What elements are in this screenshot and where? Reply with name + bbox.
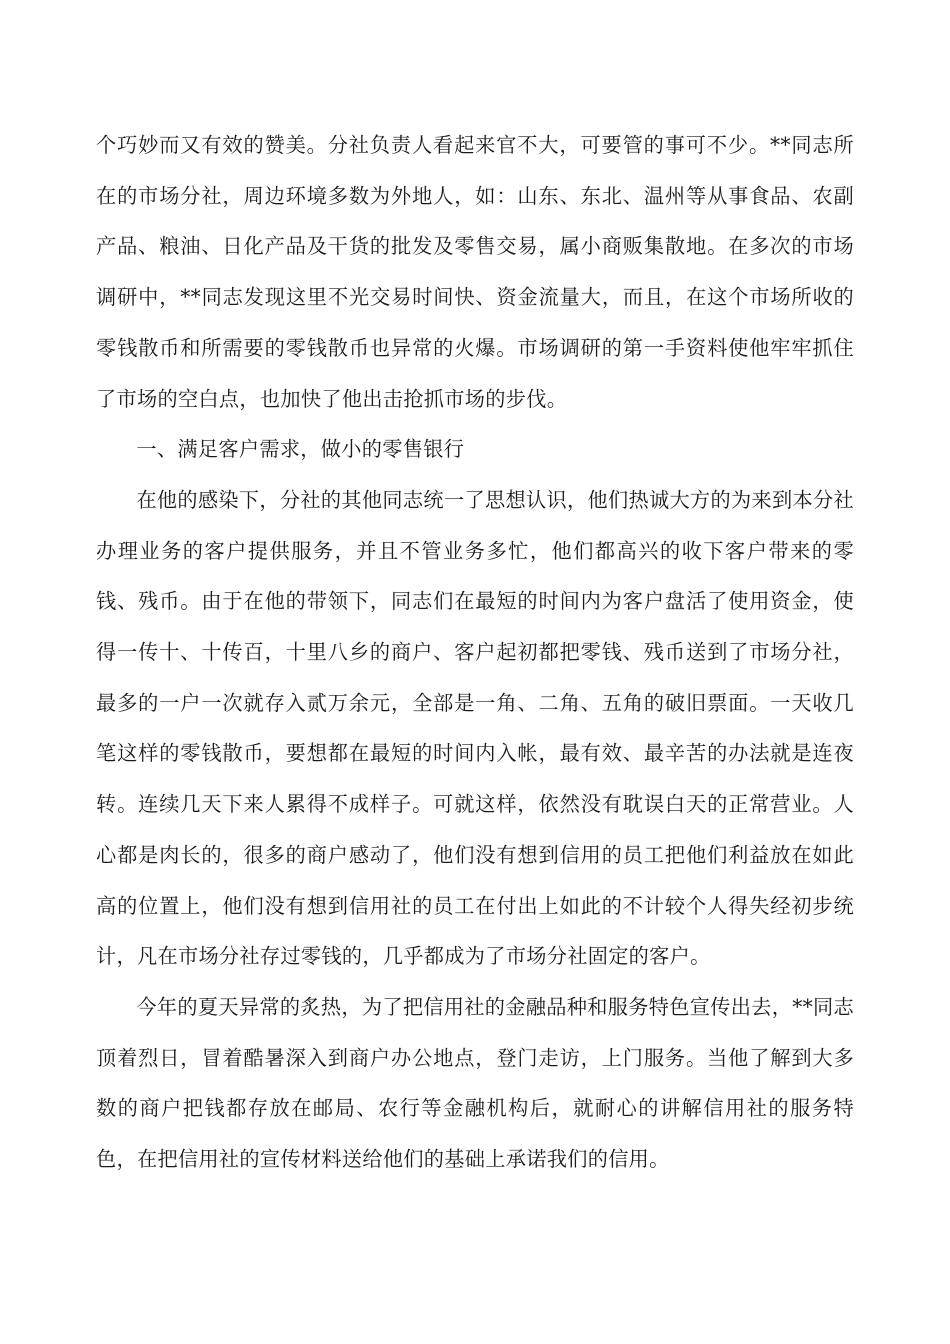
paragraph-body: 今年的夏天异常的炙热，为了把信用社的金融品种和服务特色宣传出去，**同志顶着烈日，冒着酷暑深入到商户办公地点，登门走访，上门服务。当他了解到大多数的商户把钱都存放在邮局、农行等金融机构后，就耐心的讲解信用社的服务特色，在把信用社的宣传材料送给他们的基础上承诺我们的信用。 [96, 994, 854, 1172]
paragraph-body: 在他的感染下，分社的其他同志统一了思想认识，他们热诚大方的为来到本分社办理业务的客户提供服务，并且不管业务多忙，他们都高兴的收下客户带来的零钱、残币。由于在他的带领下，同志们在最短的时间内为客户盘活了使用资金，使得一传十、十传百，十里八乡的商户、客户起初都把零钱、残币送到了市场分社，最多的一户一次就存入贰万余元，全部是一角、二角、五角的破旧票面。一天收几笔这样的零钱散币，要想都在最短的时间内入帐，最有效、最辛苦的办法就是连夜转。连续几天下来人累得不成样子。可就这样，依然没有耽误白天的正常营业。人心都是肉长的，很多的商户感动了，他们没有想到信用的员工把他们利益放在如此高的位置上，他们没有想到信用社的员工在付出上如此的不计较个人得失经初步统计，凡在市场分社存过零钱的，几乎都成为了市场分社固定的客户。 [96, 487, 854, 969]
paragraph-continuation: 个巧妙而又有效的赞美。分社负责人看起来官不大，可要管的事可不少。**同志所在的市场分社，周边环境多数为外地人，如：山东、东北、温州等从事食品、农副产品、粮油、日化产品及干货的批发及零售交易，属小商贩集散地。在多次的市场调研中，**同志发现这里不光交易时间快、资金流量大，而且，在这个市场所收的零钱散币和所需要的零钱散币也异常的火爆。市场调研的第一手资料使他牢牢抓住了市场的空白点，也加快了他出击抢抓市场的步伐。 [96, 133, 854, 411]
document-body [96, 120, 854, 1185]
section-heading: 一、满足客户需求，做小的零售银行 [136, 437, 465, 462]
